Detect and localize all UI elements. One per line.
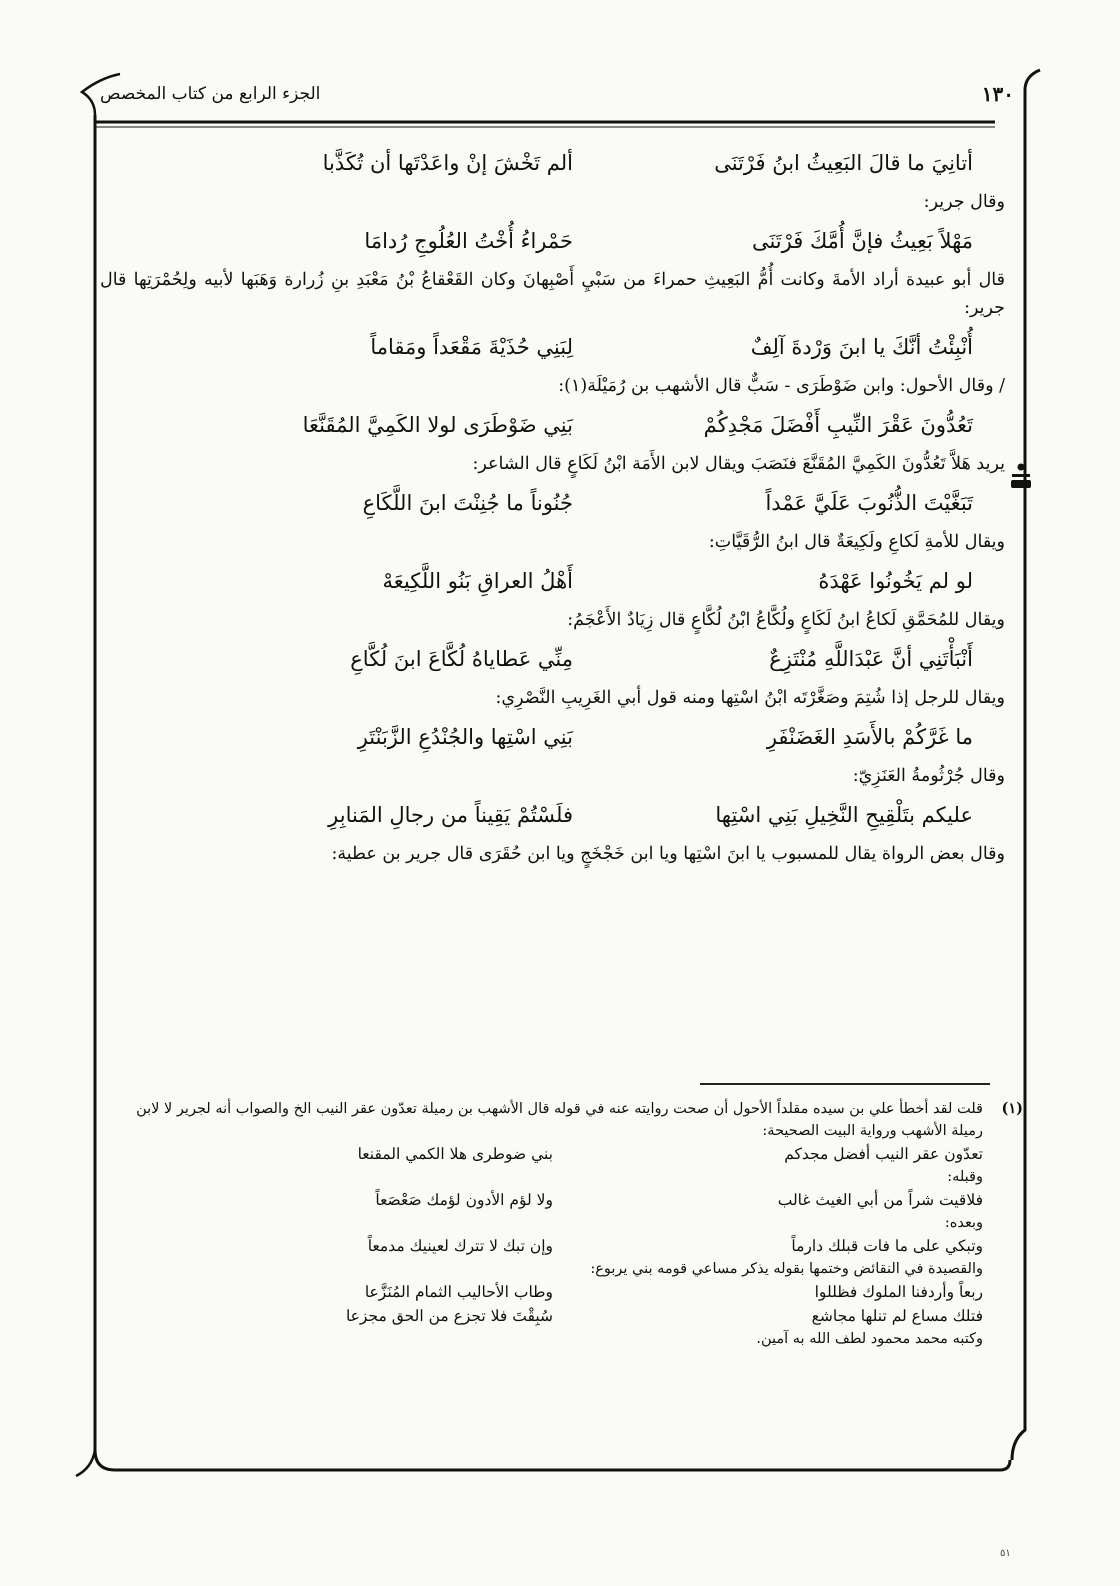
verse-second-hemistich: فلَسْتُمْ يَقِيناً من رجالِ المَنابِرِ (328, 803, 573, 827)
verse-second-hemistich: ولا لؤم الأدون لؤمك صَعْصَعاً (375, 1191, 553, 1209)
verse-line (100, 138, 1005, 188)
verse-first-hemistich: تعدّون عقر النيب أفضل مجدكم (784, 1145, 983, 1163)
verse-second-hemistich: بَنِي اسْتِها والجُنْدُعِ الزَّبَنْتَرِ (357, 725, 573, 749)
verse-line (100, 478, 1005, 528)
bottom-page-mark: ٥١ (1000, 1548, 1011, 1559)
paragraph: وقال بعض الرواة يقال للمسبوب يا ابنَ اسْتِها ويا ابن خَجْخَجٍ ويا ابن حُقَرَى قال جرير بن عطية: (331, 844, 1005, 864)
paragraph: قال أبو عبيدة أراد الأمةَ وكانت أُمُّ البَعِيثِ حمراءَ من سَبْيِ أَصْبِهانَ وكان القَعْقاعُ بْنُ مَعْبَدِ بنِ زُرارة وَهَبَها لأبيه ولِحُمْرَتِها قال جرير: (100, 270, 1005, 318)
verse-first-hemistich: مَهْلاً بَعِيثُ فإنَّ أُمَّكَ فَرْتَنَى (751, 229, 973, 253)
verse-second-hemistich: بَنِي ضَوْطَرَى لولا الكَمِيَّ المُقَنَّعَا (302, 413, 573, 437)
bottom-left-flourish (76, 1450, 95, 1476)
page-header (100, 76, 1014, 110)
verse-second-hemistich: بني ضوطرى هلا الكمي المقنعا (357, 1145, 553, 1163)
footnote-text: والقصيدة في النقائض وختمها بقوله يذكر مساعي قومه بني يربوع: (590, 1261, 983, 1277)
running-title: الجزء الرابع من كتاب المخصص (100, 84, 321, 104)
verse-first-hemistich: ربعاً وأردفنا الملوك فظللوا (814, 1283, 983, 1301)
verse-first-hemistich: عليكم بتَلْقِيحِ النَّخِيلِ بَنِي اسْتِها (715, 803, 973, 827)
verse-first-hemistich: ما غَرَّكُمْ بالأَسَدِ الغَضَنْفَرِ (766, 725, 973, 749)
verse-second-hemistich: وإن تبك لا تترك لعينيك مدمعاً (367, 1237, 553, 1255)
footnote-verse (100, 1304, 1005, 1328)
footnote-label: وبعده: (944, 1215, 983, 1231)
verse-line (100, 634, 1005, 684)
paragraph: ويقال للمُحَمَّقِ لَكاعُ ابنُ لَكَاعٍ ولُكَّاعُ ابْنُ لُكَّاعٍ قال زِيَادٌ الأَعْجَمُ: (567, 610, 1005, 630)
paragraph: / وقال الأحول: وابن ضَوْطَرَى - سَبٌّ قال الأشهب بن رُمَيْلَة(١): (558, 376, 1005, 396)
footnote-marker: (١) (1001, 1100, 1023, 1117)
page-number: ١٣٠ (981, 82, 1014, 106)
paragraph: ويقال للأمةِ لَكاعِ ولَكِيعَةٌ قال ابنُ الرُّقَيَّاتِ: (708, 532, 1005, 552)
verse-second-hemistich: وطاب الأحاليب الثمام المُنَزَّعا (364, 1283, 553, 1301)
footnote-verse (100, 1188, 1005, 1212)
margin-page-marker-icon (1008, 462, 1034, 492)
footnote-label: وقبله: (947, 1169, 983, 1185)
verse-line (100, 556, 1005, 606)
verse-first-hemistich: أُنْبِئْتُ أنَّكَ يا ابنَ وَرْدةَ آلِفٌ (750, 335, 973, 359)
verse-second-hemistich: سُبِقْتَ فلا تجزع من الحق مجزعا (345, 1307, 553, 1325)
main-text (100, 138, 1005, 868)
verse-second-hemistich: جُنُوناً ما جُنِنْتَ ابنَ اللَّكَاعِ (362, 491, 573, 515)
footnote-text: قلت لقد أخطأ علي بن سيده مقلداً الأحول أن صحت روايته عنه في قوله قال الأشهب بن رميلة تعدّون عقر النيب الخ والصواب أنه لجرير لا لابن رميلة الأشهب ورواية البيت الصحيحة: (136, 1101, 983, 1139)
footnote (100, 1098, 1023, 1350)
verse-first-hemistich: لو لم يَخُونُوا عَهْدَهُ (818, 569, 973, 593)
verse-line (100, 790, 1005, 840)
verse-second-hemistich: أَهْلُ العراقِ بَنُو اللَّكِيعَهْ (382, 569, 573, 593)
verse-second-hemistich: لِبَنِي حُذَيْةَ مَقْعَداً ومَقاماً (370, 335, 573, 359)
footnote-signature: وكتبه محمد محمود لطف الله به آمين. (756, 1331, 983, 1347)
verse-second-hemistich: مِنِّي عَطاياهُ لُكَّاعَ ابنَ لُكَّاعِ (350, 647, 573, 671)
paragraph: يريد هَلاَّ تَعُدُّونَ الكَمِيَّ المُقَنَّعَ فنَصَبَ ويقال لابن الأَمَة ابْنُ لَكَاعٍ قال الشاعر: (472, 454, 1005, 474)
paragraph: وقال جرير: (923, 192, 1005, 212)
verse-line (100, 216, 1005, 266)
verse-first-hemistich: تَبَغَّيْتَ الذُّنُوبَ عَلَيَّ عَمْداً (765, 491, 973, 515)
paragraph: ويقال للرجل إذا شُتِمَ وصَغَّرْتَه ابْنُ اسْتِها ومنه قول أبي الغَرِيبِ النَّصْرِي: (495, 688, 1005, 708)
verse-second-hemistich: حَمْراءُ أُخْتُ العُلُوجِ رُدامَا (364, 229, 573, 253)
verse-line (100, 400, 1005, 450)
verse-first-hemistich: وتبكي على ما فات قبلك دارماً (791, 1237, 983, 1255)
footnote-verse (100, 1234, 1005, 1258)
verse-line (100, 322, 1005, 372)
verse-first-hemistich: أتانِيَ ما قالَ البَعِيثُ ابنُ فَرْتَنَى (714, 151, 973, 175)
verse-first-hemistich: أَنْبَأْتَنِي أنَّ عَبْدَاللَّهِ مُنْتَزِعٌ (769, 647, 973, 671)
footnote-verse (100, 1142, 1005, 1166)
verse-line (100, 712, 1005, 762)
verse-first-hemistich: فتلك مساع لم تنلها مجاشع (811, 1307, 983, 1325)
verse-second-hemistich: ألم تَخْشَ إنْ واعَدْتَها أن تُكَذَّبا (322, 151, 573, 175)
right-border (1012, 70, 1040, 1460)
footnote-separator (700, 1083, 990, 1085)
verse-first-hemistich: تَعُدُّونَ عَقْرَ النِّيبِ أَفْضَلَ مَجْدِكُمْ (703, 413, 973, 437)
verse-first-hemistich: فلاقيت شراً من أبي الغيث غالب (777, 1191, 983, 1209)
paragraph: وقال جُرْثُومةُ العَنَزِيّ: (852, 766, 1005, 786)
footnote-verse (100, 1280, 1005, 1304)
